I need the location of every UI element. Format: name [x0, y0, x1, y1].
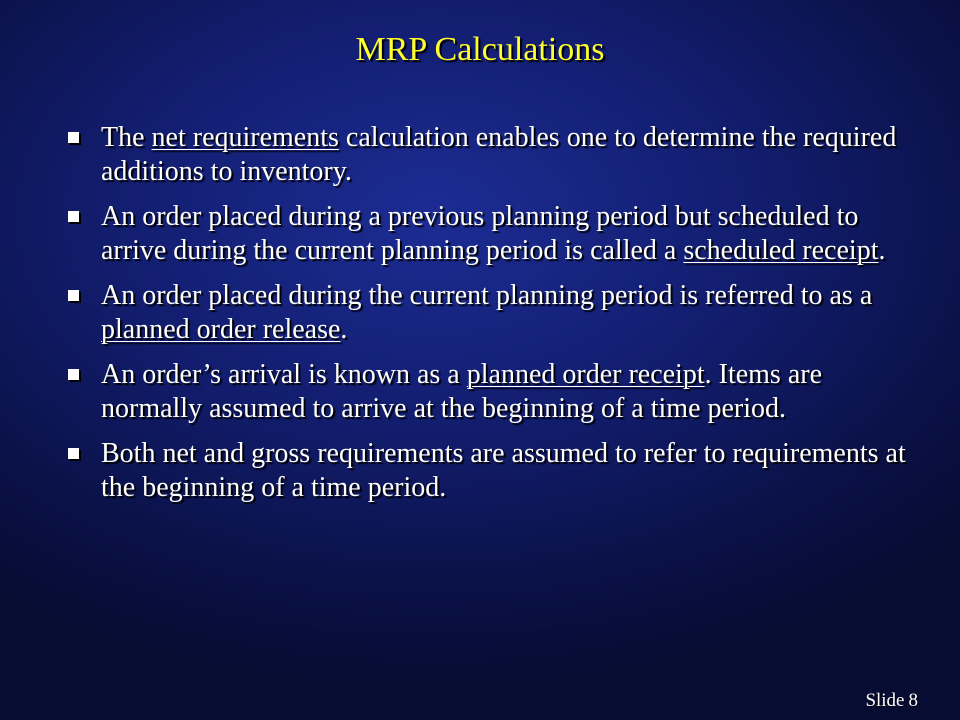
square-bullet-icon: [68, 211, 79, 222]
bullet-list: [64, 121, 914, 516]
bullet-text: An order placed during a previous planning period but scheduled to arrive during the current planning period is called a: [101, 201, 859, 266]
bullet-item: [64, 200, 914, 268]
bullet-text: Both net and gross requirements are assumed to refer to requirements at the beginning of a time period.: [101, 438, 906, 503]
bullet-item: [64, 437, 914, 505]
bullet-item: [64, 279, 914, 347]
bullet-text: .: [340, 314, 348, 345]
square-bullet-icon: [68, 448, 79, 459]
slide-title: MRP Calculations: [355, 31, 605, 68]
bullet-term: scheduled receipt: [683, 235, 879, 266]
bullet-item: [64, 358, 914, 426]
bullet-text: . Items are normally assumed to arrive at the beginning of a time period.: [101, 359, 823, 424]
bullet-text: An order placed during the current planning period is referred to as a: [101, 280, 873, 311]
bullet-text: The: [101, 122, 152, 153]
bullet-item: [64, 121, 914, 189]
bullet-text: An order’s arrival is known as a: [101, 359, 467, 390]
square-bullet-icon: [68, 132, 79, 143]
bullet-text: calculation enables one to determine the required additions to inventory.: [101, 122, 897, 187]
slide-number: [865, 690, 918, 712]
square-bullet-icon: [68, 369, 79, 380]
slide-number-value: 8: [908, 690, 918, 711]
bullet-term: planned order release: [101, 314, 341, 345]
square-bullet-icon: [68, 290, 79, 301]
bullet-text: .: [878, 235, 886, 266]
bullet-term: planned order receipt: [466, 359, 705, 390]
bullet-term: net requirements: [151, 122, 339, 153]
slide-number-label: Slide: [865, 690, 905, 711]
